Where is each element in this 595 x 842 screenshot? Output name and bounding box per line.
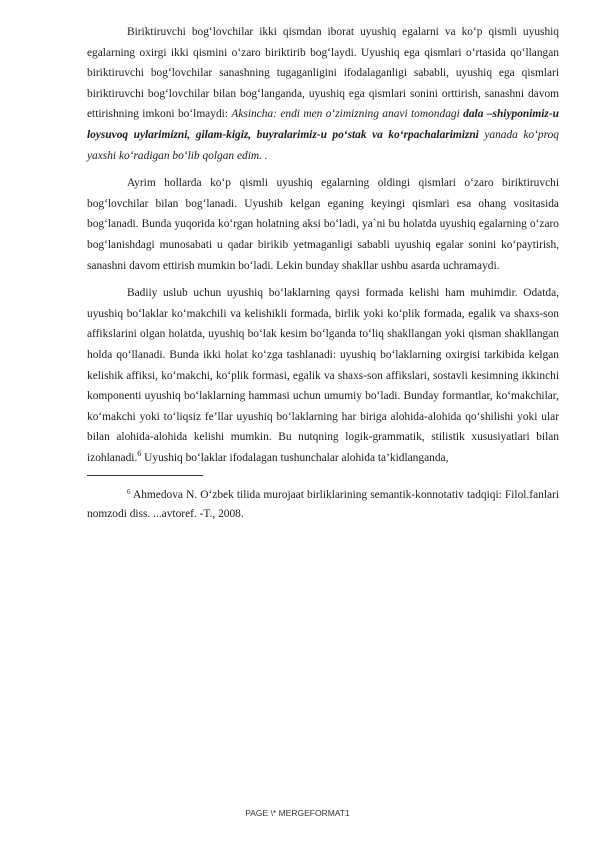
paragraph-3-tail: Uyushiq bo‘laklar ifodalagan tushunchalar alohida ta’kidlanganda, bbox=[141, 451, 449, 464]
document-page bbox=[87, 22, 559, 524]
footnote bbox=[87, 486, 559, 524]
paragraph-1 bbox=[87, 22, 559, 166]
example-highlight: dala –shiyponimiz-u loysuvoq uylarimizni, gilam-kigiz, buyralarimiz-u po‘stak va ko‘rpachalarimizni bbox=[87, 108, 559, 141]
example-intro: Aksincha: endi men o‘zimizning anavi tomondagi bbox=[231, 108, 464, 121]
example-tail: yanada ko‘proq yaxshi ko‘radigan bo‘lib qolgan edim. . bbox=[87, 128, 559, 162]
paragraph-2: Ayrim hollarda ko‘p qismli uyushiq egalarning oldingi qismlari o‘zaro biriktiruvchi bog‘lovchilar bilan bog‘lanadi. Uyushib kelgan eganing keyingi qismlari esa ohang vositasida bog‘lanadi. Bunda yuqorida ko‘rgan holatning aksi bo‘ladi, ya`ni bu holatda uyushiq egalarning o‘zaro bog‘lanishdagi munosabati u qadar birikib yetmaganligi sababli uyushiq egalar sonini ko‘paytirish, sanashni davom ettirish mumkin bo‘ladi. Lekin bunday shakllar ushbu asarda uchramaydi. bbox=[87, 177, 559, 272]
footnote-text: Ahmedova N. O‘zbek tilida murojaat birliklarining semantik-konnotativ tadqiqi: Filol.fanlari nomzodi diss. ...avtoref. -T., 2008. bbox=[87, 489, 559, 521]
paragraph-3 bbox=[87, 283, 559, 468]
paragraph-1-text: Biriktiruvchi bog‘lovchilar ikki qismdan iborat uyushiq egalarni va ko‘p qismli uyushiq egalarning oxirgi ikki qismini o‘zaro biriktirib bog‘laydi. Uyushiq ega qismlari o‘rtasida qo‘llangan biriktiruvchi bog‘lovchilar sanashning tugaganligini ifodalaganligi sababli, uyushiq ega qismlari biriktiruvchi bog‘lovchilar bilan bog‘langanda, uyushiq ega qismlari sonini orttirish, sanashni davom ettirishning imkoni bo‘lmaydi: bbox=[87, 26, 559, 121]
footnote-separator bbox=[87, 475, 203, 476]
paragraph-3-text: Badiiy uslub uchun uyushiq bo‘laklarning qaysi formada kelishi ham muhimdir. Odatda, uyushiq bo‘laklar ko‘makchili va kelishikli formada, birlik yoki ko‘plik formada, egalik va shaxs-son affikslarini olgan holatda, uyushiq bo‘lak kesim bo‘lganda to‘liq shakllangan yoki qisman shakllangan holda qo‘llanadi. Bunda ikki holat ko‘zga tashlanadi: uyushiq bo‘laklarning oxirgisi tarkibida kelgan kelishik affiksi, ko‘makchi, ko‘plik formasi, egalik va shaxs-son affikslari, sostavli kesimning ikkinchi komponenti uyushiq bo‘laklarning hammasi uchun umumiy bo‘ladi. Bunday formantlar, ko‘makchilar, ko‘makchi yoki to‘liqsiz fe’llar uyushiq bo‘laklarning har biriga alohida-alohida qo‘shilishi yoki ular bilan alohida-alohida kelishi mumkin. Bu nutqning logik-grammatik, stilistik xususiyatlari bilan izohlanadi. bbox=[87, 287, 559, 464]
footnote-marker: 6 bbox=[127, 488, 131, 497]
footnote-reference[interactable]: 6 bbox=[137, 448, 142, 458]
page-number-field: PAGE \* MERGEFORMAT1 bbox=[245, 808, 350, 818]
